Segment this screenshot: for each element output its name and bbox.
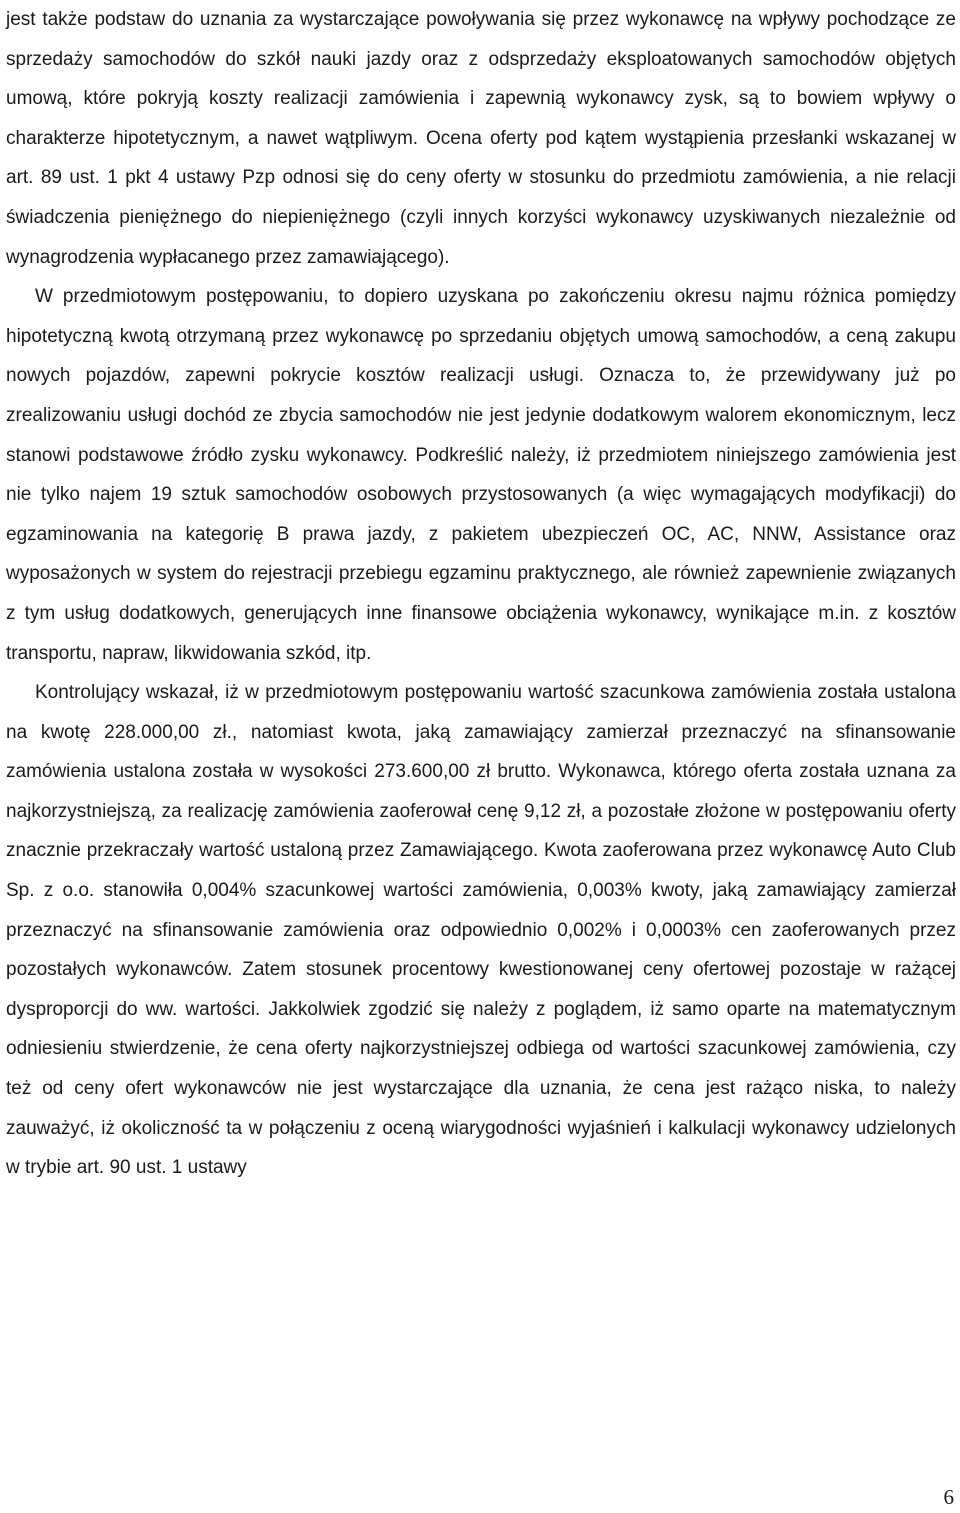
- paragraph-2: W przedmiotowym postępowaniu, to dopiero uzyskana po zakończeniu okresu najmu różnica pomiędzy hipotetyczną kwotą otrzymaną przez wykonawcę po sprzedaniu objętych umową samochodów, a ceną zakupu nowych pojazdów, zapewni pokrycie kosztów realizacji usługi. Oznacza to, że przewidywany już po zrealizowaniu usługi dochód ze zbycia samochodów nie jest jedynie dodatkowym walorem ekonomicznym, lecz stanowi podstawowe źródło zysku wykonawcy. Podkreślić należy, iż przedmiotem niniejszego zamówienia jest nie tylko najem 19 sztuk samochodów osobowych przystosowanych (a więc wymagających modyfikacji) do egzaminowania na kategorię B prawa jazdy, z pakietem ubezpieczeń OC, AC, NNW, Assistance oraz wyposażonych w system do rejestracji przebiegu egzaminu praktycznego, ale również zapewnienie związanych z tym usług dodatkowych, generujących inne finansowe obciążenia wykonawcy, wynikające m.in. z kosztów transportu, napraw, likwidowania szkód, itp.: [6, 286, 956, 664]
- page-number: 6: [943, 1485, 954, 1509]
- paragraph-1: jest także podstaw do uznania za wystarczające powoływania się przez wykonawcę na wpływy pochodzące ze sprzedaży samochodów do szkół nauki jazdy oraz z odsprzedaży eksploatowanych samochodów objętych umową, które pokryją koszty realizacji zamówienia i zapewnią wykonawcy zysk, są to bowiem wpływy o charakterze hipotetycznym, a nawet wątpliwym. Ocena oferty pod kątem wystąpienia przesłanki wskazanej w art. 89 ust. 1 pkt 4 ustawy Pzp odnosi się do ceny oferty w stosunku do przedmiotu zamówienia, a nie relacji świadczenia pieniężnego do niepieniężnego (czyli innych korzyści wykonawcy uzyskiwanych niezależnie od wynagrodzenia wypłacanego przez zamawiającego).: [6, 9, 956, 268]
- paragraph-3: Kontrolujący wskazał, iż w przedmiotowym postępowaniu wartość szacunkowa zamówienia została ustalona na kwotę 228.000,00 zł., natomiast kwota, jaką zamawiający zamierzał przeznaczyć na sfinansowanie zamówienia ustalona została w wysokości 273.600,00 zł brutto. Wykonawca, którego oferta została uznana za najkorzystniejszą, za realizację zamówienia zaoferował cenę 9,12 zł, a pozostałe złożone w postępowaniu oferty znacznie przekraczały wartość ustaloną przez Zamawiającego. Kwota zaoferowana przez wykonawcę Auto Club Sp. z o.o. stanowiła 0,004% szacunkowej wartości zamówienia, 0,003% kwoty, jaką zamawiający zamierzał przeznaczyć na sfinansowanie zamówienia oraz odpowiednio 0,002% i 0,0003% cen zaoferowanych przez pozostałych wykonawców. Zatem stosunek procentowy kwestionowanej ceny ofertowej pozostaje w rażącej dysproporcji do ww. wartości. Jakkolwiek zgodzić się należy z poglądem, iż samo oparte na matematycznym odniesieniu stwierdzenie, że cena oferty najkorzystniejszej odbiega od wartości szacunkowej zamówienia, czy też od ceny ofert wykonawców nie jest wystarczające dla uznania, że cena jest rażąco niska, to należy zauważyć, iż okoliczność ta w połączeniu z oceną wiarygodności wyjaśnień i kalkulacji wykonawcy udzielonych w trybie art. 90 ust. 1 ustawy: [6, 682, 956, 1179]
- body-text: [6, 0, 956, 1188]
